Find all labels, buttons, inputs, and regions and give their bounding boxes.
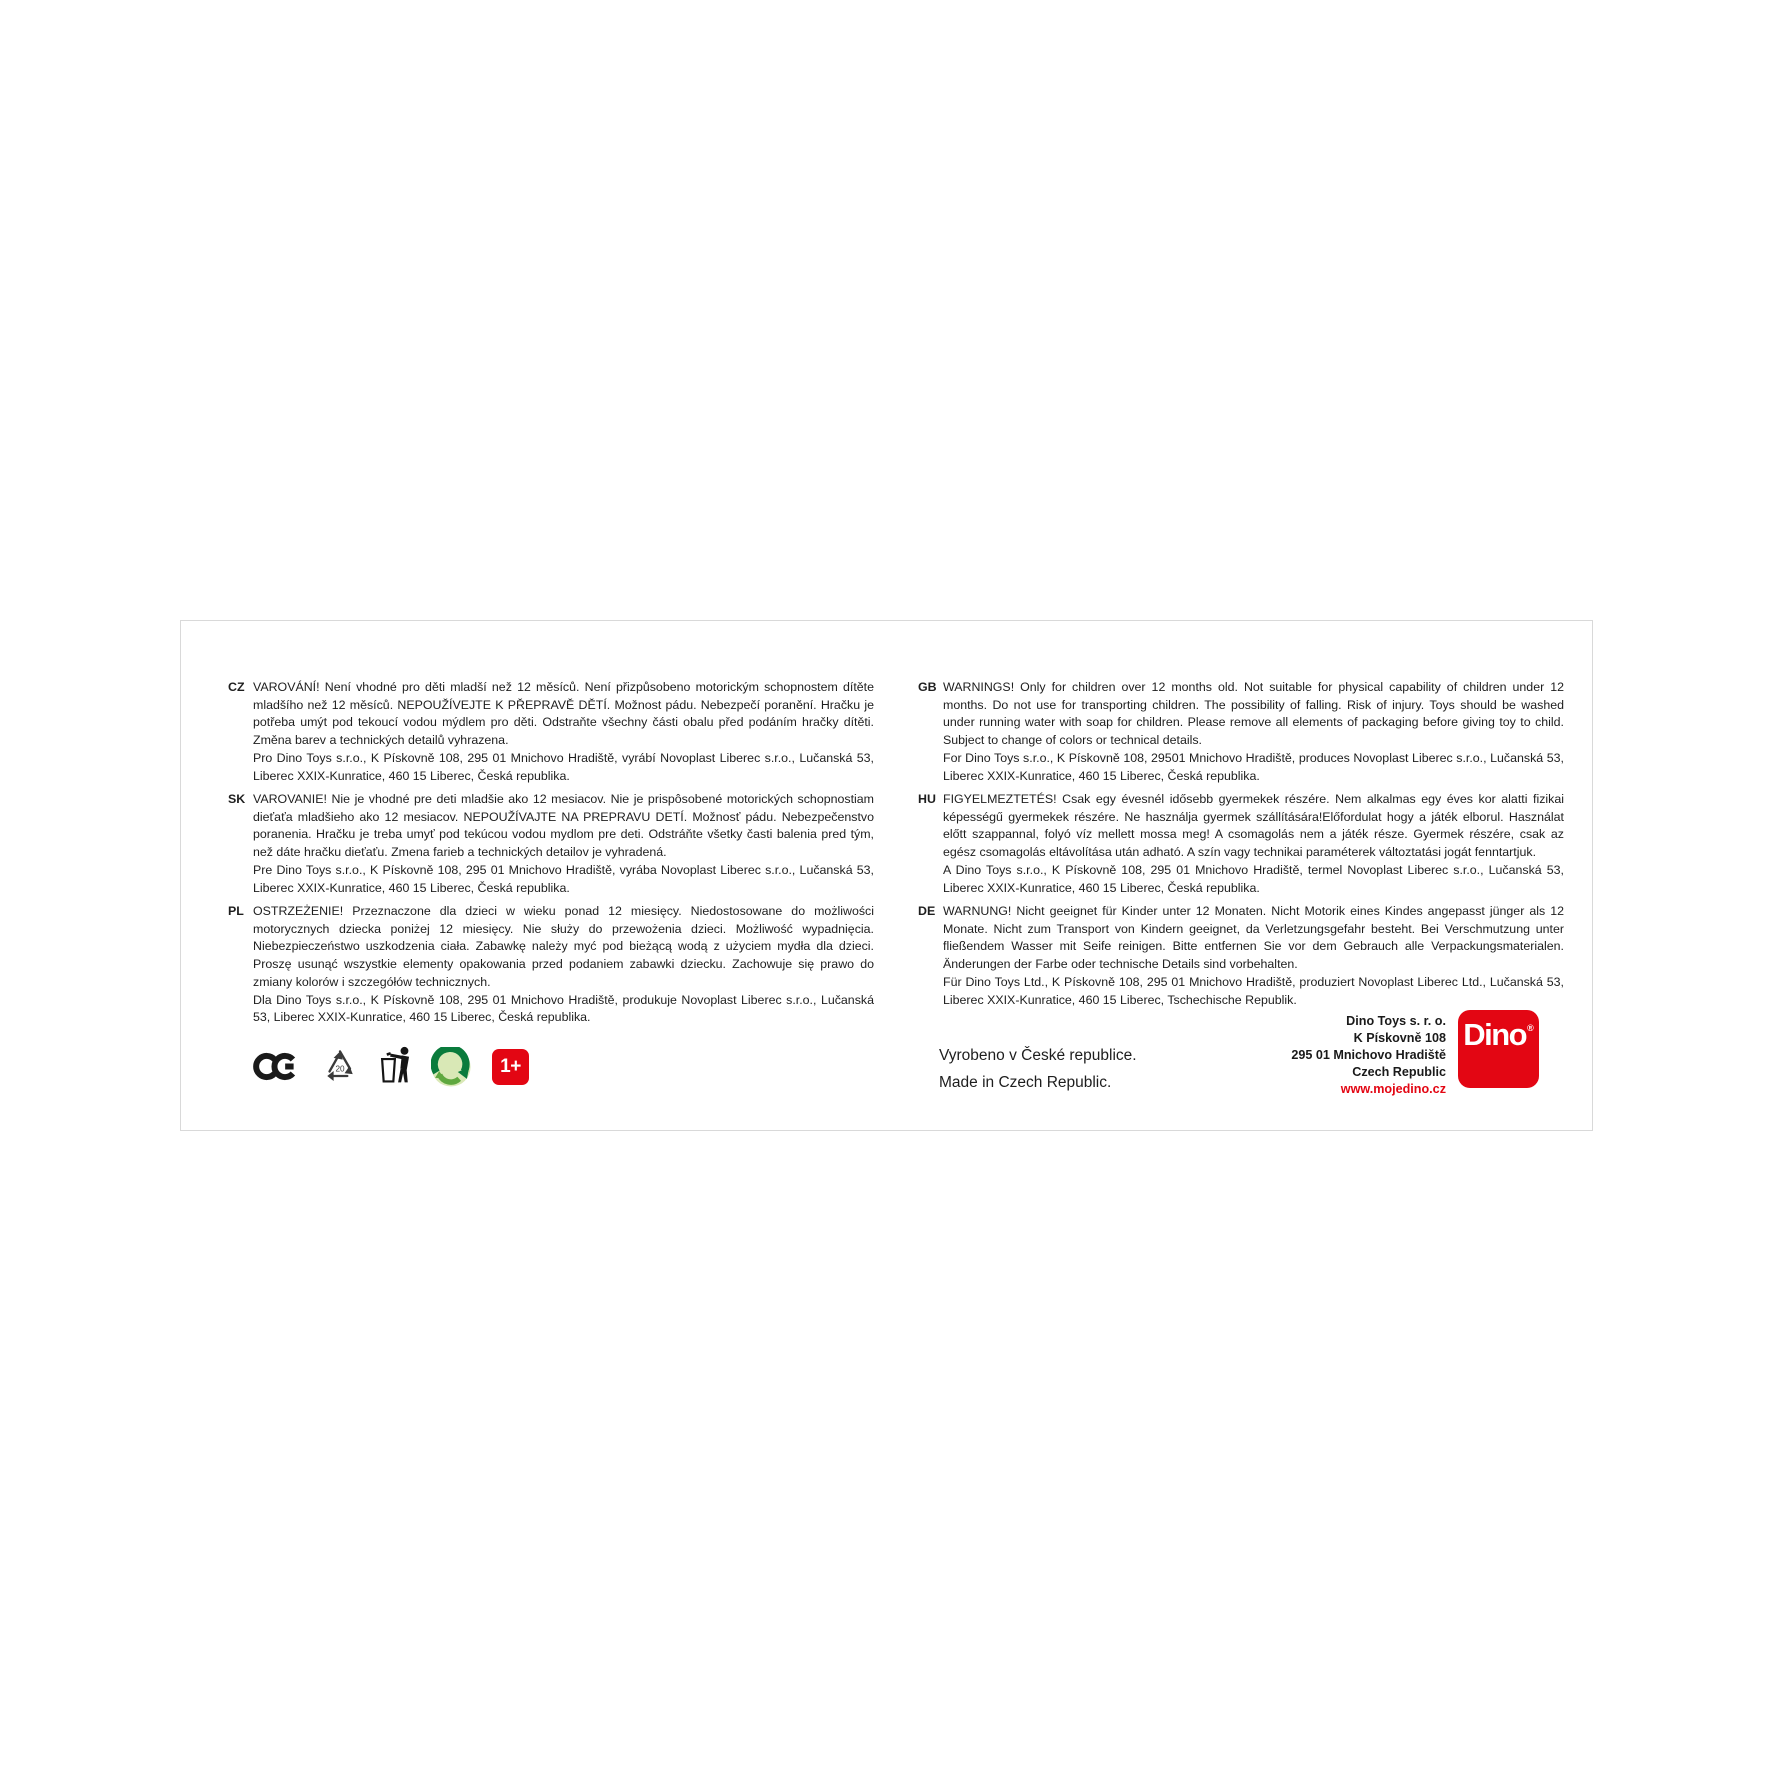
warning-block-cz — [228, 679, 876, 791]
ce-mark-icon — [252, 1051, 300, 1082]
warning-text-gb — [943, 679, 1564, 791]
lang-code-hu: HU — [918, 792, 936, 806]
warning-text-cz — [253, 679, 874, 791]
manufacturer-line: A Dino Toys s.r.o., K Pískovně 108, 295 01 Mnichovo Hradiště, termel Novoplast Liberec s.r.o., Lučanská 53, Liberec XXIX-Kunratice, 460 15 Liberec, Česká republika. — [943, 862, 1564, 895]
age-badge-label: 1+ — [500, 1056, 521, 1077]
company-address — [1291, 1013, 1446, 1098]
manufacturer-line: For Dino Toys s.r.o., K Pískovně 108, 29501 Mnichovo Hradiště, produces Novoplast Liberec s.r.o., Lučanská 53, Liberec XXIX-Kunratice, 460 15 Liberec, Česká republika. — [943, 750, 1564, 783]
company-street: K Pískovně 108 — [1353, 1031, 1446, 1045]
warning-block-pl — [228, 903, 876, 1025]
warning-block-sk — [228, 791, 876, 903]
warning-paragraph: OSTRZEŻENIE! Przeznaczone dla dzieci w wieku ponad 12 miesięcy. Niedostosowane do możliwości motorycznych dziecka poniżej 12 miesięcy. Nie służy do przewożenia dzieci. Możliwość wypadnięcia. Niebezpieczeństwo uszkodzenia ciała. Zabawkę należy myć pod bieżącą wodą z użyciem mydła dla dzieci. Proszę usunąć wszystkie elementy opakowania przed podaniem zabawki dziecku. Zachowuje się prawo do zmiany kolorów i szczegółów technicznych. — [253, 904, 874, 989]
lang-code-de: DE — [918, 904, 936, 918]
warning-text-sk — [253, 791, 874, 903]
manufacturer-line: Pro Dino Toys s.r.o., K Pískovně 108, 295 01 Mnichovo Hradiště, vyrábí Novoplast Liberec s.r.o., Lučanská 53, Liberec XXIX-Kunratice, 460 15 Liberec, Česká republika. — [253, 750, 874, 783]
left-column — [228, 679, 876, 1025]
lang-code-gb: GB — [918, 680, 937, 694]
company-name: Dino Toys s. r. o. — [1346, 1014, 1446, 1028]
warning-block-hu — [918, 791, 1566, 903]
warning-text-hu — [943, 791, 1564, 903]
lang-code-pl: PL — [228, 904, 244, 918]
dino-wordmark: Dino — [1463, 1017, 1527, 1052]
company-website: www.mojedino.cz — [1340, 1082, 1446, 1096]
warning-text-de — [943, 903, 1564, 1015]
warning-block-gb — [918, 679, 1566, 791]
manufacturer-line: Pre Dino Toys s.r.o., K Pískovně 108, 295 01 Mnichovo Hradiště, vyrába Novoplast Liberec s.r.o., Lučanská 53, Liberec XXIX-Kunratice, 460 15 Liberec, Česká republika. — [253, 862, 874, 895]
lang-code-sk: SK — [228, 792, 246, 806]
made-in-cz: Vyrobeno v České republice. — [939, 1047, 1137, 1064]
svg-text:20: 20 — [335, 1064, 345, 1074]
company-city: 295 01 Mnichovo Hradiště — [1291, 1048, 1446, 1062]
age-badge — [492, 1049, 529, 1085]
green-dot-icon — [431, 1047, 471, 1087]
recycling-icon — [320, 1046, 360, 1086]
lang-code-cz: CZ — [228, 680, 245, 694]
dino-logo-text — [1458, 1011, 1539, 1052]
warning-paragraph: FIGYELMEZTETÉS! Csak egy évesnél idősebb gyermekek részére. Nem alkalmas egy éves kor alatti fizikai képességű gyermekek részére. Ne használja gyermek szállítására!Előfordulat hogy a játék elborul. Használat előtt szappannal, folyó víz mellett mossa meg! A csomagolás nem a játék része. Gyermek részére, csak az egész csomagolás eltávolítása után adható. A szín vagy technikai paraméterek változtatási jogát fenntartjuk. — [943, 792, 1564, 860]
registered-mark: ® — [1527, 1023, 1534, 1033]
made-in-en: Made in Czech Republic. — [939, 1074, 1112, 1091]
company-country: Czech Republic — [1352, 1065, 1446, 1079]
dino-logo — [1458, 1010, 1539, 1088]
label-card — [180, 620, 1593, 1131]
made-in-text — [939, 1042, 1137, 1096]
warning-text-pl — [253, 903, 874, 1025]
warning-block-de — [918, 903, 1566, 1015]
manufacturer-line: Dla Dino Toys s.r.o., K Pískovně 108, 295 01 Mnichovo Hradiště, produkuje Novoplast Liberec s.r.o., Lučanská 53, Liberec XXIX-Kunratice, 460 15 Liberec, Česká republika. — [253, 992, 874, 1025]
warning-paragraph: WARNUNG! Nicht geeignet für Kinder unter 12 Monaten. Nicht Motorik eines Kindes angepasst jünger als 12 Monate. Nicht zum Transport von Kindern geeignet, da Verletzungsgefahr besteht. Bei Verschmutzung unter fließendem Wasser mit Seife reinigen. Bitte entfernen Sie vor dem Gebrauch alle Verpackungsmaterialen. Änderungen der Farbe oder technische Details sind vorbehalten. — [943, 904, 1564, 972]
warning-paragraph: WARNINGS! Only for children over 12 months old. Not suitable for physical capability of children under 12 months. Do not use for transporting children. The possibility of falling. Risk of injury. Toys should be washed under running water with soap for children. Please remove all elements of packaging before giving toy to child. Subject to change of colors or technical details. — [943, 680, 1564, 748]
warning-paragraph: VAROVÁNÍ! Není vhodné pro děti mladší než 12 měsíců. Není přizpůsobeno motorickým schopnostem dítěte mladšího než 12 měsíců. NEPOUŽÍVEJTE K PŘEPRAVĚ DĚTÍ. Možnost pádu. Nebezpečí poranění. Hračku je potřeba umýt pod tekoucí vodou mýdlem pro děti. Odstraňte všechny části obalu před podáním hračky dítěti. Změna barev a technických detailů vyhrazena. — [253, 680, 874, 748]
right-column — [918, 679, 1566, 1015]
manufacturer-line: Für Dino Toys Ltd., K Pískovně 108, 295 01 Mnichovo Hradiště, produziert Novoplast Liberec Ltd., Lučanská 53, Liberec XXIX-Kunratice, 460 15 Liberec, Tschechische Republik. — [943, 974, 1564, 1007]
warning-paragraph: VAROVANIE! Nie je vhodné pre deti mladšie ako 12 mesiacov. Nie je prispôsobené motorických schopnostiam dieťaťa mladšieho ako 12 mesiacov. NEPOUŽÍVAJTE NA PREPRAVU DETÍ. Možnosť pádu. Nebezpečenstvo poranenia. Hračku je treba umyť pod tekúcou vodou mydlom pre deti. Odstráňte všetky časti balenia pred tým, než dáte hračku dieťaťu. Zmena farieb a technických detailov je vyhradená. — [253, 792, 874, 860]
tidy-man-icon — [378, 1044, 420, 1086]
